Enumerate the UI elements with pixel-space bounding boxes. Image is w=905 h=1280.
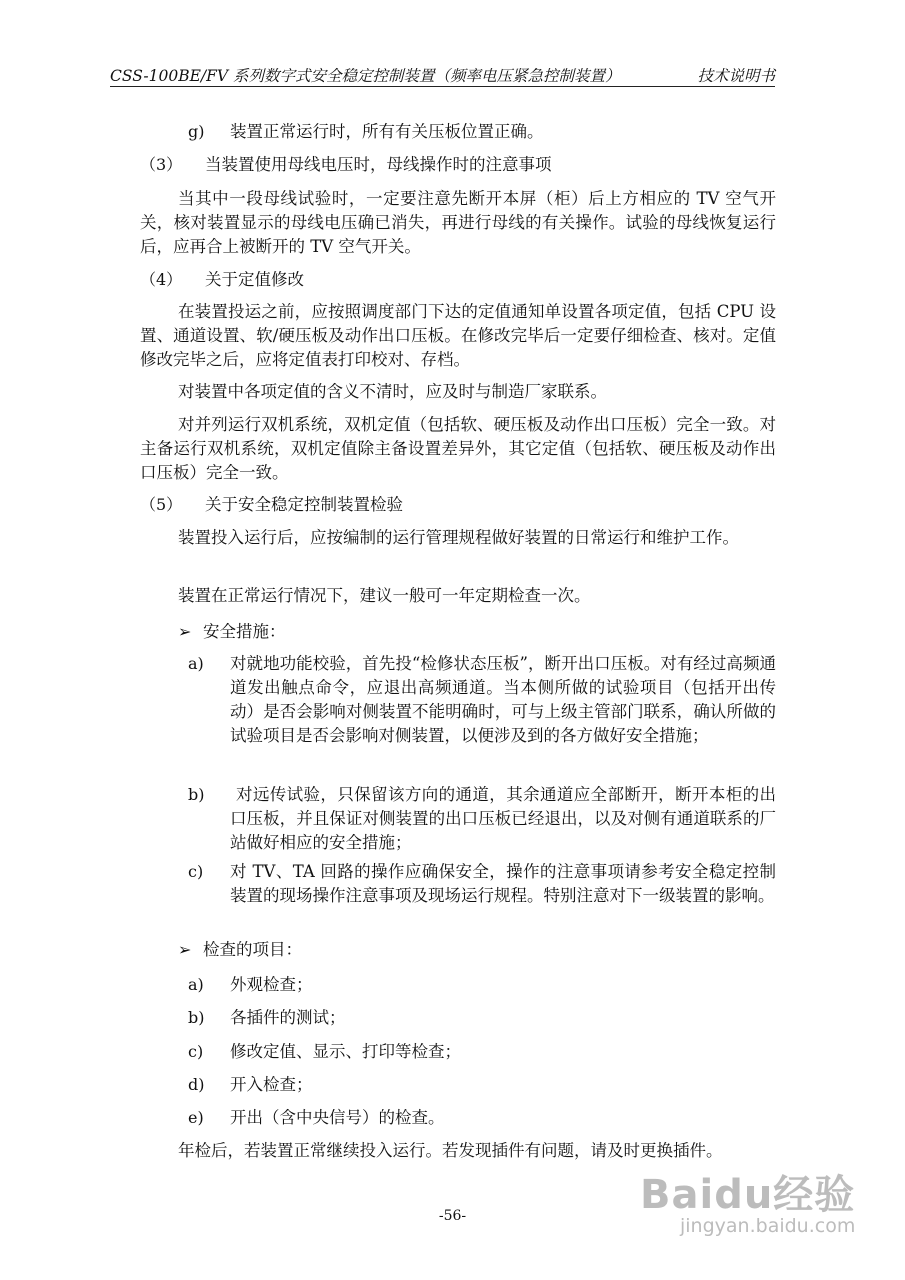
page-number: -56- [438,1208,467,1224]
section-4-paragraph-3: 对并列运行双机系统，双机定值（包括软、硬压板及动作出口压板）完全一致。对主备运行双机系统，双机定值除主备设置差异外，其它定值（包括软、硬压板及动作出口压板）完全一致。 [140,415,776,482]
safety-a-text: 对就地功能校验，首先投“检修状态压板”，断开出口压板。对有经过高频通道发出触点命令，应退出高频通道。当本侧所做的试验项目（包括开出传动）是否会影响对侧装置不能明确时，可与上级主管部门联系，确认所做的试验项目是否会影响对侧装置，以便涉及到的各方做好安全措施； [230,654,776,745]
section-3-paragraph: 当其中一段母线试验时，一定要注意先断开本屏（柜）后上方相应的 TV 空气开关，核对装置显示的母线电压确已消失，再进行母线的有关操作。试验的母线恢复运行后，应再合上被断开的 TV 空气开关。 [140,189,776,256]
check-b-marker: b) [188,1008,205,1027]
section-3-title: 当装置使用母线电压时，母线操作时的注意事项 [205,155,552,174]
page-header [110,62,775,87]
arrow-bullet-icon: ➢ [178,622,192,641]
check-e-marker: e) [188,1108,204,1127]
check-d-marker: d) [188,1075,205,1094]
check-a-text: 外观检查； [230,975,313,994]
section-4-paragraph-2: 对装置中各项定值的含义不清时，应及时与制造厂家联系。 [178,382,607,401]
section-4-marker: （4） [140,270,183,289]
section-5-paragraph-1: 装置投入运行后，应按编制的运行管理规程做好装置的日常运行和维护工作。 [178,528,739,547]
safety-a-marker: a) [188,654,204,673]
arrow-bullet-icon: ➢ [178,940,192,959]
section-4-title: 关于定值修改 [205,270,304,289]
item-g-marker: g) [188,122,205,141]
safety-c-marker: c) [188,862,204,881]
header-title: CSS-100BE/FV 系列数字式安全稳定控制装置（频率电压紧急控制装置） [110,67,621,85]
section-5-title: 关于安全稳定控制装置检验 [205,495,403,514]
item-g-text: 装置正常运行时，所有有关压板位置正确。 [230,122,544,141]
section-3-marker: （3） [140,155,183,174]
safety-b-text: 对远传试验，只保留该方向的通道，其余通道应全部断开，断开本柜的出口压板，并且保证对侧装置的出口压板已经退出，以及对侧有通道联系的厂站做好相应的安全措施； [230,785,776,852]
check-b-text: 各插件的测试； [230,1008,346,1027]
check-c-text: 修改定值、显示、打印等检查； [230,1042,461,1061]
section-5-paragraph-2: 装置在正常运行情况下，建议一般可一年定期检查一次。 [178,586,591,605]
check-c-marker: c) [188,1042,204,1061]
safety-c-text: 对 TV、TA 回路的操作应确保安全，操作的注意事项请参考安全稳定控制装置的现场操作注意事项及现场运行规程。特别注意对下一级装置的影响。 [230,862,776,905]
section-5-marker: （5） [140,495,183,514]
watermark-url: jingyan.baidu.com [680,1215,856,1237]
final-paragraph: 年检后，若装置正常继续投入运行。若发现插件有问题，请及时更换插件。 [178,1141,723,1160]
check-heading: 检查的项目： [203,940,302,959]
section-4-paragraph-1: 在装置投运之前，应按照调度部门下达的定值通知单设置各项定值，包括 CPU 设置、通道设置、软/硬压板及动作出口压板。在修改完毕后一定要仔细检查、核对。定值修改完毕之后，应将定值表打印校对、存档。 [140,302,776,369]
check-e-text: 开出（含中央信号）的检查。 [230,1108,445,1127]
check-a-marker: a) [188,975,204,994]
watermark [640,1163,880,1263]
header-doc-type: 技术说明书 [697,67,775,85]
watermark-logo: Baidu经验 [640,1172,856,1218]
safety-heading: 安全措施： [203,622,286,641]
check-d-text: 开入检查； [230,1075,313,1094]
safety-b-marker: b) [188,785,205,804]
